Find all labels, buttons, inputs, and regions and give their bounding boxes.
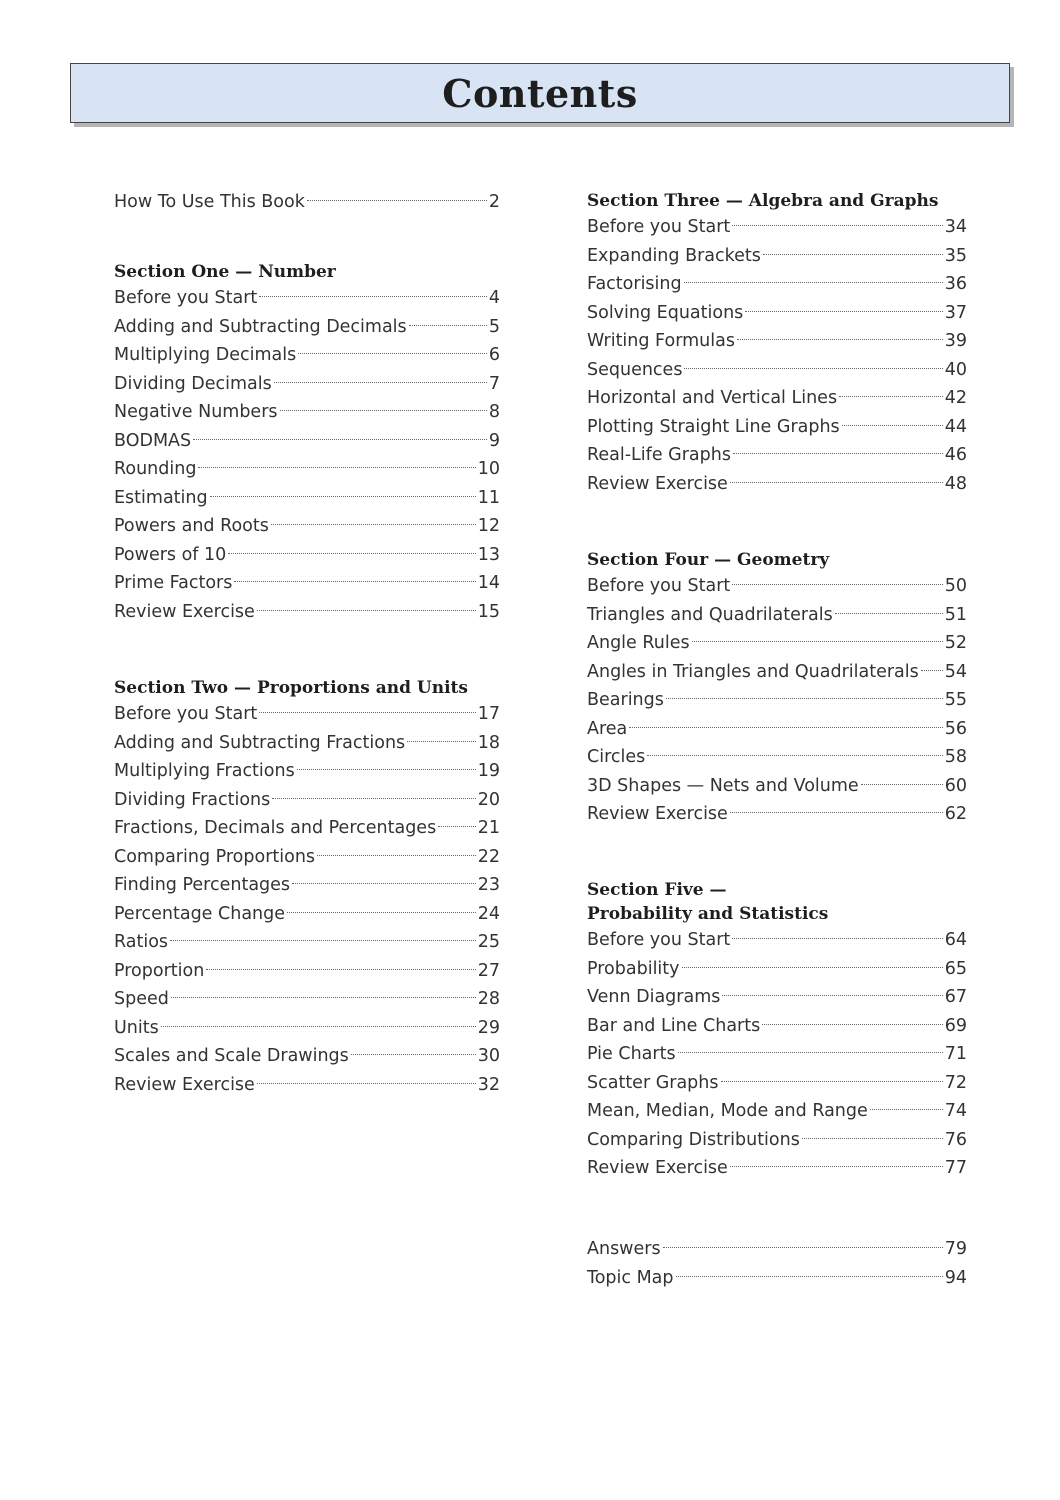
toc-entry-page: 28 [477, 989, 500, 1009]
dot-leader [737, 339, 943, 340]
toc-section [114, 676, 500, 1099]
toc-entry-label: Adding and Subtracting Decimals [114, 316, 407, 337]
dot-leader [861, 784, 943, 785]
toc-section [587, 548, 967, 829]
toc-entry[interactable] [114, 729, 500, 758]
toc-entry-page: 64 [944, 930, 967, 950]
toc-entry-page: 27 [477, 960, 500, 981]
toc-entry-page: 5 [488, 316, 500, 337]
toc-entry-page: 71 [944, 1044, 967, 1064]
toc-entry[interactable] [587, 384, 967, 413]
toc-entry-label: How To Use This Book [114, 192, 305, 212]
toc-entry-page: 72 [944, 1072, 967, 1093]
dot-leader [297, 769, 476, 770]
toc-entry[interactable] [587, 270, 967, 299]
toc-entry[interactable] [114, 598, 500, 627]
dot-leader [438, 826, 476, 827]
toc-entry-page: 8 [488, 402, 500, 422]
dot-leader [732, 225, 942, 226]
dot-leader [228, 553, 475, 554]
toc-entry-label: Bearings [587, 690, 664, 710]
toc-entry-page: 20 [477, 789, 500, 810]
toc-entry-page: 39 [944, 331, 967, 351]
toc-entry-page: 11 [477, 487, 500, 508]
section-heading: Probability and Statistics [587, 904, 829, 924]
toc-entry[interactable] [587, 629, 967, 658]
dot-leader [835, 613, 943, 614]
toc-entry-page: 29 [477, 1017, 500, 1038]
toc-entry-label: Powers and Roots [114, 516, 269, 536]
toc-entry[interactable] [114, 427, 500, 456]
toc-entry[interactable] [114, 871, 500, 900]
contents-title-banner [70, 63, 1010, 123]
toc-section [587, 1235, 967, 1292]
dot-leader [666, 698, 943, 699]
toc-entry-page: 2 [488, 192, 500, 212]
toc-entry[interactable] [114, 484, 500, 513]
toc-entry-page: 4 [488, 288, 500, 308]
toc-entry-page: 50 [944, 576, 967, 596]
dot-leader [407, 741, 476, 742]
toc-entry-label: Scatter Graphs [587, 1072, 719, 1093]
toc-entry-label: Review Exercise [587, 804, 728, 824]
toc-entry-label: Real-Life Graphs [587, 445, 731, 465]
toc-entry-label: Review Exercise [114, 601, 255, 622]
toc-entry-label: Before you Start [587, 576, 731, 596]
dot-leader [193, 439, 487, 440]
dot-leader [921, 670, 943, 671]
dot-leader [730, 812, 943, 813]
dot-leader [732, 938, 942, 939]
toc-entry-page: 6 [488, 345, 500, 365]
toc-entry[interactable] [587, 686, 967, 715]
toc-entry-page: 54 [944, 661, 967, 682]
dot-leader [170, 940, 476, 941]
toc-entry-label: Angle Rules [587, 633, 690, 653]
section-heading: Section Four — Geometry [587, 550, 830, 570]
dot-leader [684, 368, 942, 369]
dot-leader [317, 855, 476, 856]
dot-leader [663, 1247, 943, 1248]
toc-entry[interactable] [114, 541, 500, 570]
toc-entry[interactable] [114, 512, 500, 541]
dot-leader [839, 396, 943, 397]
toc-entry-label: Sequences [587, 359, 683, 380]
toc-entry-page: 7 [488, 373, 500, 394]
toc-entry-page: 22 [477, 846, 500, 867]
toc-entry[interactable] [587, 299, 967, 328]
toc-entry-label: Circles [587, 747, 646, 767]
dot-leader [733, 453, 943, 454]
toc-entry-label: Review Exercise [587, 473, 728, 494]
toc-entry-label: Before you Start [587, 217, 731, 237]
toc-entry-label: Scales and Scale Drawings [114, 1046, 349, 1066]
toc-entry-label: Review Exercise [114, 1074, 255, 1095]
toc-entry-label: Dividing Fractions [114, 789, 271, 810]
toc-entry[interactable] [587, 1126, 967, 1155]
toc-entry-label: Estimating [114, 487, 208, 508]
toc-entry-label: Proportion [114, 960, 205, 981]
dot-leader [684, 282, 943, 283]
toc-entry-label: Mean, Median, Mode and Range [587, 1101, 868, 1121]
toc-entry-label: Before you Start [114, 704, 258, 724]
toc-entry-label: BODMAS [114, 430, 192, 451]
toc-entry-page: 35 [944, 245, 967, 266]
dot-leader [722, 995, 942, 996]
toc-section [587, 189, 967, 498]
dot-leader [161, 1026, 476, 1027]
toc-entry[interactable] [587, 1264, 967, 1293]
toc-entry-label: Before you Start [114, 288, 258, 308]
toc-entry[interactable] [587, 926, 967, 955]
toc-entry[interactable] [587, 983, 967, 1012]
dot-leader [298, 353, 487, 354]
dot-leader [280, 410, 487, 411]
toc-entry[interactable] [587, 1040, 967, 1069]
toc-entry[interactable] [587, 658, 967, 687]
toc-entry-label: 3D Shapes — Nets and Volume [587, 775, 859, 796]
toc-entry-page: 56 [944, 718, 967, 739]
toc-entry-page: 17 [477, 704, 500, 724]
toc-entry[interactable] [587, 1235, 967, 1264]
toc-entry-label: Answers [587, 1239, 661, 1259]
section-heading: Section One — Number [114, 262, 336, 282]
toc-entry-label: Rounding [114, 459, 197, 479]
toc-entry[interactable] [114, 786, 500, 815]
dot-leader [678, 1052, 943, 1053]
dot-leader [274, 382, 487, 383]
dot-leader [234, 581, 475, 582]
toc-entry-label: Dividing Decimals [114, 373, 272, 394]
toc-entry-page: 9 [488, 430, 500, 451]
toc-entry-page: 48 [944, 473, 967, 494]
toc-section [114, 188, 500, 217]
section-heading: Section Five — [587, 880, 727, 900]
section-heading: Section Two — Proportions and Units [114, 678, 468, 698]
toc-entry[interactable] [114, 1042, 500, 1071]
toc-entry[interactable] [587, 1012, 967, 1041]
toc-entry-label: Horizontal and Vertical Lines [587, 388, 838, 408]
toc-entry[interactable] [587, 715, 967, 744]
toc-entry-label: Bar and Line Charts [587, 1015, 761, 1036]
toc-entry-label: Percentage Change [114, 903, 286, 924]
toc-entry[interactable] [114, 455, 500, 484]
toc-entry-label: Venn Diagrams [587, 987, 721, 1007]
dot-leader [721, 1081, 943, 1082]
toc-entry[interactable] [587, 601, 967, 630]
toc-entry-page: 60 [944, 775, 967, 796]
toc-entry[interactable] [114, 1071, 500, 1100]
toc-entry-label: Angles in Triangles and Quadrilaterals [587, 661, 919, 682]
toc-entry-page: 37 [944, 302, 967, 323]
toc-entry[interactable] [114, 814, 500, 843]
toc-entry-label: Ratios [114, 932, 169, 952]
dot-leader [676, 1276, 943, 1277]
toc-entry[interactable] [114, 700, 500, 729]
toc-entry-page: 13 [477, 544, 500, 565]
toc-entry[interactable] [114, 985, 500, 1014]
dot-leader [307, 200, 487, 201]
toc-section [587, 878, 967, 1183]
toc-entry[interactable] [587, 242, 967, 271]
toc-entry[interactable] [114, 900, 500, 929]
toc-entry-page: 58 [944, 747, 967, 767]
dot-leader [745, 311, 942, 312]
toc-entry-label: Prime Factors [114, 573, 233, 593]
toc-entry-page: 32 [477, 1074, 500, 1095]
toc-entry-page: 10 [477, 459, 500, 479]
toc-entry-page: 18 [477, 732, 500, 753]
toc-entry-page: 74 [944, 1101, 967, 1121]
toc-entry-label: Before you Start [587, 930, 731, 950]
toc-entry-page: 94 [944, 1267, 967, 1288]
toc-entry-label: Triangles and Quadrilaterals [587, 604, 833, 625]
dot-leader [210, 496, 476, 497]
toc-entry[interactable] [114, 843, 500, 872]
dot-leader [259, 296, 487, 297]
toc-entry-label: Adding and Subtracting Fractions [114, 732, 406, 753]
toc-entry-page: 40 [944, 359, 967, 380]
toc-entry-label: Fractions, Decimals and Percentages [114, 818, 437, 838]
page-title: Contents [442, 70, 638, 116]
dot-leader [692, 641, 943, 642]
dot-leader [870, 1109, 943, 1110]
toc-entry[interactable] [587, 213, 967, 242]
dot-leader [730, 1166, 943, 1167]
toc-entry-page: 14 [477, 573, 500, 593]
toc-entry[interactable] [587, 1069, 967, 1098]
toc-entry[interactable] [587, 470, 967, 499]
toc-entry-label: Probability [587, 958, 680, 979]
dot-leader [351, 1054, 476, 1055]
toc-entry-page: 62 [944, 804, 967, 824]
toc-entry[interactable] [587, 327, 967, 356]
toc-entry-label: Factorising [587, 274, 682, 294]
toc-entry-page: 30 [477, 1046, 500, 1066]
toc-entry-page: 44 [944, 416, 967, 437]
toc-entry-label: Units [114, 1017, 159, 1038]
dot-leader [682, 967, 943, 968]
toc-entry-page: 21 [477, 818, 500, 838]
toc-entry[interactable] [114, 957, 500, 986]
dot-leader [629, 727, 942, 728]
toc-entry[interactable] [587, 1097, 967, 1126]
toc-entry-label: Plotting Straight Line Graphs [587, 416, 840, 437]
toc-entry-page: 46 [944, 445, 967, 465]
toc-entry-label: Multiplying Fractions [114, 761, 295, 781]
dot-leader [732, 584, 942, 585]
toc-entry-page: 12 [477, 516, 500, 536]
dot-leader [802, 1138, 943, 1139]
toc-entry-page: 36 [944, 274, 967, 294]
toc-entry-label: Speed [114, 989, 169, 1009]
toc-entry-label: Expanding Brackets [587, 245, 761, 266]
toc-entry-page: 65 [944, 958, 967, 979]
toc-entry-page: 15 [477, 601, 500, 622]
toc-section [114, 260, 500, 626]
toc-entry[interactable] [114, 1014, 500, 1043]
toc-entry[interactable] [587, 441, 967, 470]
toc-entry[interactable] [114, 284, 500, 313]
toc-entry-page: 52 [944, 633, 967, 653]
dot-leader [762, 1024, 943, 1025]
toc-entry-label: Pie Charts [587, 1044, 676, 1064]
toc-entry-label: Area [587, 718, 628, 739]
toc-entry[interactable] [114, 398, 500, 427]
dot-leader [271, 524, 476, 525]
toc-entry-page: 77 [944, 1158, 967, 1178]
dot-leader [257, 1083, 476, 1084]
toc-entry-page: 55 [944, 690, 967, 710]
dot-leader [292, 883, 476, 884]
dot-leader [842, 425, 943, 426]
toc-entry-page: 51 [944, 604, 967, 625]
toc-entry[interactable] [114, 370, 500, 399]
toc-entry[interactable] [114, 313, 500, 342]
toc-entry-label: Negative Numbers [114, 402, 278, 422]
toc-entry-page: 24 [477, 903, 500, 924]
toc-entry-page: 76 [944, 1129, 967, 1150]
toc-entry[interactable] [587, 1154, 967, 1183]
toc-entry[interactable] [114, 569, 500, 598]
dot-leader [171, 997, 476, 998]
toc-entry[interactable] [587, 800, 967, 829]
toc-entry-label: Comparing Proportions [114, 846, 316, 867]
toc-entry-page: 19 [477, 761, 500, 781]
toc-entry[interactable] [114, 188, 500, 217]
toc-entry-page: 42 [944, 388, 967, 408]
toc-entry[interactable] [114, 928, 500, 957]
dot-leader [259, 712, 475, 713]
toc-entry-label: Review Exercise [587, 1158, 728, 1178]
dot-leader [198, 467, 475, 468]
toc-entry-page: 69 [944, 1015, 967, 1036]
toc-entry-label: Finding Percentages [114, 875, 291, 895]
dot-leader [647, 755, 942, 756]
toc-entry-label: Topic Map [587, 1267, 674, 1288]
toc-entry[interactable] [587, 955, 967, 984]
toc-entry[interactable] [587, 572, 967, 601]
dot-leader [763, 254, 943, 255]
toc-entry[interactable] [114, 341, 500, 370]
toc-entry[interactable] [587, 356, 967, 385]
section-heading: Section Three — Algebra and Graphs [587, 191, 939, 211]
toc-entry-page: 67 [944, 987, 967, 1007]
toc-entry[interactable] [114, 757, 500, 786]
dot-leader [272, 798, 475, 799]
toc-entry-label: Comparing Distributions [587, 1129, 800, 1150]
toc-entry-label: Writing Formulas [587, 331, 735, 351]
dot-leader [287, 912, 476, 913]
toc-entry-page: 34 [944, 217, 967, 237]
toc-entry-page: 25 [477, 932, 500, 952]
toc-entry-page: 23 [477, 875, 500, 895]
toc-entry-label: Powers of 10 [114, 544, 227, 565]
toc-entry-page: 79 [944, 1239, 967, 1259]
dot-leader [206, 969, 475, 970]
dot-leader [730, 482, 943, 483]
toc-entry-label: Solving Equations [587, 302, 744, 323]
toc-entry[interactable] [587, 772, 967, 801]
toc-entry[interactable] [587, 413, 967, 442]
toc-entry-label: Multiplying Decimals [114, 345, 297, 365]
dot-leader [257, 610, 476, 611]
toc-entry[interactable] [587, 743, 967, 772]
dot-leader [409, 325, 487, 326]
